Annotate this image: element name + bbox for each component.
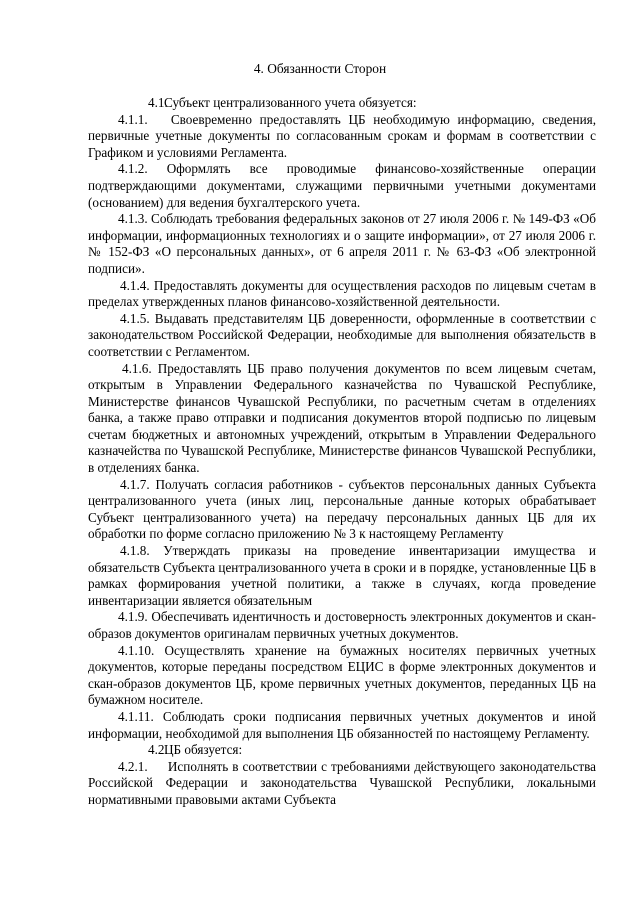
clause-4-1-6: 4.1.6. Предоставлять ЦБ право получения документов по всем лицевым счетам, открытым в Управлении Федерального казначейства по Чувашской Республике, Министерстве финансов Чувашской Республики, по расчетным счетам в отделениях банка, а также право отправки и подписания документов второй подписью по лицевым счетам бюджетных и автономных учреждений, открытым в Управлении Федерального казначейства по Чувашской Республике, Министерстве финансов Чувашской Республики, в отделениях банка. xyxy=(88,360,596,476)
clause-4-1-5: 4.1.5. Выдавать представителям ЦБ доверенности, оформленные в соответствии с законодательством Российской Федерации, необходимые для выполнения обязательств в соответствии с Регламентом. xyxy=(88,310,596,359)
clause-4-1-10: 4.1.10. Осуществлять хранение на бумажных носителях первичных учетных документов, которые переданы посредством ЕЦИС в форме электронных документов и скан-образов документов ЦБ, кроме первичных учетных документов, переданных ЦБ на бумажном носителе. xyxy=(88,642,596,708)
clause-4-1 xyxy=(88,95,596,112)
clause-4-1-9: 4.1.9. Обеспечивать идентичность и достоверность электронных документов и скан-образов документов оригиналам первичных учетных документов. xyxy=(88,609,596,641)
clause-text: Субъект централизованного учета обязуется: xyxy=(164,95,417,110)
clause-4-1-7: 4.1.7. Получать согласия работников - субъектов персональных данных Субъекта централизованного учета (иных лиц, персональные данные которых обрабатывает Субъект централизованного учета) на передачу персональных данных ЦБ для их обработки по форме согласно приложению № 3 к настоящему Регламенту xyxy=(88,476,596,542)
clause-text: Своевременно предоставлять ЦБ необходимую информацию, сведения, первичные учетные документы по согласованным срокам и формам в соответствии с Графиком и условиями Регламента. xyxy=(88,111,597,160)
clause-4-1-2: 4.1.2. Оформлять все проводимые финансово-хозяйственные операции подтверждающими документами, служащими первичными учетными документами (основанием) для ведения бухгалтерского учета. xyxy=(88,161,596,210)
clause-number: 4.1. xyxy=(148,95,168,110)
document-body xyxy=(88,95,596,809)
clause-number: 4.1.1. xyxy=(118,111,148,127)
clause-4-2 xyxy=(88,742,596,759)
section-heading: 4. Обязанности Сторон xyxy=(253,61,387,76)
clause-4-1-11: 4.1.11. Соблюдать сроки подписания первичных учетных документов и иной информации, необходимой для выполнения ЦБ обязанностей по настоящему Регламенту. xyxy=(88,708,596,741)
clause-text: ЦБ обязуется: xyxy=(164,742,243,758)
clause-text: Исполнять в соответствии с требованиями действующего законодательства Российской Федерации и законодательства Чувашской Республики, локальными нормативными правовыми актами Субъекта xyxy=(88,758,596,807)
clause-4-1-3: 4.1.3. Соблюдать требования федеральных законов от 27 июля 2006 г. № 149-ФЗ «Об информации, информационных технологиях и о защите информации», от 27 июля 2006 г. № 152-ФЗ «О персональных данных», от 6 апреля 2011 г. № 63-ФЗ «Об электронной подписи». xyxy=(88,211,596,276)
clause-4-2-1 xyxy=(88,759,596,809)
clause-number: 4.2. xyxy=(148,742,168,758)
clause-4-1-8: 4.1.8. Утверждать приказы на проведение инвентаризации имущества и обязательств Субъекта централизованного учета в сроки и в порядке, установленные ЦБ в рамках формирования учетной политики, а также в случаях, когда проведение инвентаризации является обязательным xyxy=(88,543,596,608)
clause-4-1-4: 4.1.4. Предоставлять документы для осуществления расходов по лицевым счетам в пределах утвержденных планов финансово-хозяйственной деятельности. xyxy=(88,277,596,310)
clause-number: 4.2.1. xyxy=(118,758,148,774)
clause-4-1-1 xyxy=(88,112,596,162)
